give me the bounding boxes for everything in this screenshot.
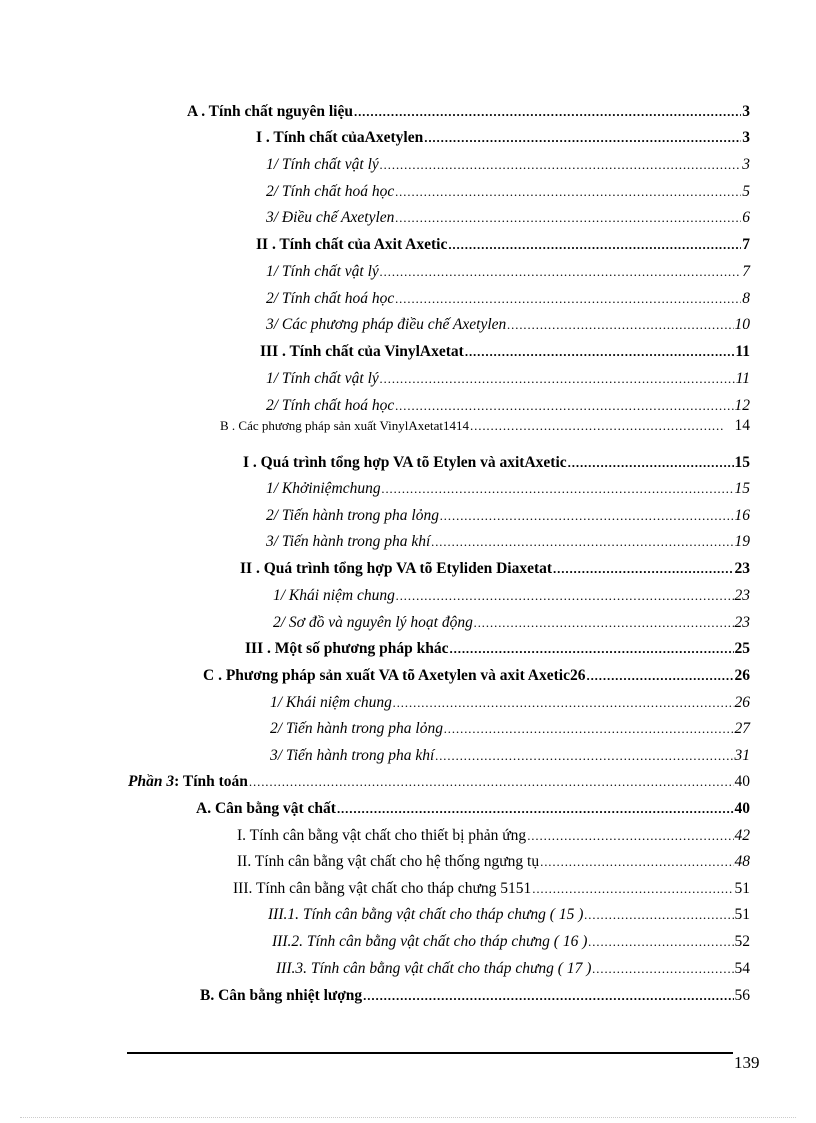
toc-entry-title: 3/ Các phương pháp điều chế Axetylen [266,316,507,333]
toc-entry-page: 7 [742,263,750,280]
toc-entry [266,180,750,204]
toc-entry-title: 3/ Tiến hành trong pha khí [270,747,435,764]
toc-entry [187,100,750,124]
toc-entry-title: C . Phương pháp sản xuất VA tõ Axetylen và axit Axetic26 [203,667,586,684]
toc-entry [266,477,750,501]
toc-entry-page: 14 [734,417,750,434]
toc-entry-page: 10 [734,316,750,333]
toc-entry [266,153,750,177]
toc-entry-page: 8 [742,290,750,307]
toc-entry-title: 3/ Điều chế Axetylen [266,209,395,226]
toc-entry-page: 3 [742,156,750,173]
toc-entry-page: 40 [734,800,750,817]
toc-entry-page: 27 [734,720,750,737]
toc-entry-title: III.2. Tính cân bằng vật chất cho tháp chưng ( 16 ) [272,933,588,950]
toc-entry-page: 48 [734,853,750,870]
toc-entry [266,367,750,391]
toc-entry-page: 26 [734,667,750,684]
toc-entry [266,287,750,311]
toc-part-label: Phần 3 [128,773,175,790]
toc-entry-title: II . Tính chất của Axit Axetic [256,236,448,253]
page-edge-divider [20,1117,796,1118]
toc-entry [276,957,750,981]
toc-entry [245,637,750,661]
toc-entry-page: 54 [734,960,750,977]
toc-entry-title: III.3. Tính cân bằng vật chất cho tháp chưng ( 17 ) [276,960,592,977]
toc-entry-title: 1/ Tính chất vật lý [266,263,379,280]
toc-entry [128,770,750,794]
toc-entry-page: 3 [742,129,750,146]
toc-entry-title: I . Tính chất củaAxetylen [256,129,424,146]
toc-entry-title: B . Các phương pháp sản xuất VinylAxetat1414 [220,418,470,433]
toc-entry [266,206,750,230]
toc-entry-title: 2/ Tiến hành trong pha lỏng [270,720,443,737]
toc-entry-page: 16 [734,507,750,524]
toc-entry [203,664,750,688]
toc-entry [237,850,750,874]
toc-entry [256,126,750,150]
toc-entry-page: 11 [735,370,750,387]
toc-entry-title: I . Quá trình tổng hợp VA tõ Etylen và axitAxetic [243,454,567,471]
toc-entry [270,744,750,768]
toc-entry-page: 23 [734,560,750,577]
toc-entry-page: 3 [742,103,750,120]
toc-entry-title: 2/ Sơ đồ và nguyên lý hoạt động [273,614,473,631]
toc-entry-title: 1/ Khởiniệmchung [266,480,381,497]
toc-entry [260,340,750,364]
toc-entry-page: 23 [734,587,750,604]
toc-entry-title: 1/ Tính chất vật lý [266,156,379,173]
toc-entry [266,313,750,337]
toc-entry-page: 12 [734,397,750,414]
toc-entry [256,233,750,257]
toc-entry-title: III.1. Tính cân bằng vật chất cho tháp chưng ( 15 ) [268,906,584,923]
toc-entry-page: 25 [734,640,750,657]
toc-entry-title: III. Tính cân bằng vật chất cho tháp chưng 5151 [233,880,532,897]
toc-entry [200,984,750,1008]
toc-entry-title: 3/ Tiến hành trong pha khí [266,533,431,550]
toc-entry [233,877,750,901]
toc-entry-title: A. Cân bằng vật chất [196,800,336,817]
toc-entry-title: B. Cân bằng nhiệt lượng [200,987,363,1004]
toc-entry [272,930,750,954]
toc-entry-page: 19 [734,533,750,550]
toc-entry-page: 42 [734,827,750,844]
footer-rule [127,1052,733,1054]
toc-entry-title: 1/ Khái niệm chung [273,587,395,604]
toc-entry [268,903,750,927]
toc-entry [196,797,750,821]
toc-entry-title: III . Tính chất của VinylAxetat [260,343,464,360]
toc-entry [243,451,750,475]
toc-entry-title: 2/ Tính chất hoá học [266,290,395,307]
toc-entry-page: 40 [734,773,750,790]
toc-entry-page: 11 [735,343,750,360]
toc-entry-title: III . Một số phương pháp khác [245,640,449,657]
toc-entry-page: 52 [734,933,750,950]
toc-entry-title: 2/ Tiến hành trong pha lỏng [266,507,439,524]
toc-entry-title: : Tính toán [174,773,248,790]
toc-entry [266,504,750,528]
toc-entry-page: 7 [742,236,750,253]
toc-entry [270,717,750,741]
toc-entry-title: I. Tính cân bằng vật chất cho thiết bị phản ứng [237,827,527,844]
toc-entry-page: 15 [734,454,750,471]
toc-entry-page: 5 [742,183,750,200]
toc-entry-title: A . Tính chất nguyên liệu [187,103,353,120]
toc-entry-page: 51 [734,906,750,923]
toc-entry-page: 23 [734,614,750,631]
toc-entry [220,414,750,438]
toc-entry [270,691,750,715]
toc-entry-page: 51 [734,880,750,897]
toc-entry-title: 2/ Tính chất hoá học [266,397,395,414]
page-number: 139 [734,1053,760,1072]
toc-entry-page: 15 [734,480,750,497]
toc-entry [237,824,750,848]
toc-entry-title: II . Quá trình tổng hợp VA tõ Etyliden Diaxetat [240,560,553,577]
toc-entry-title: 1/ Tính chất vật lý [266,370,379,387]
toc-entry-title: 2/ Tính chất hoá học [266,183,395,200]
toc-entry-title: 1/ Khái niệm chung [270,694,392,711]
toc-entry [273,611,750,635]
toc-entry [240,557,750,581]
toc-entry-page: 56 [734,987,750,1004]
toc-entry [266,260,750,284]
toc-entry-title: II. Tính cân bằng vật chất cho hệ thống ngưng tụ [237,853,540,870]
toc-entry-page: 6 [742,209,750,226]
toc-entry [273,584,750,608]
toc-entry-page: 31 [734,747,750,764]
toc-entry [266,530,750,554]
toc-entry-page: 26 [734,694,750,711]
